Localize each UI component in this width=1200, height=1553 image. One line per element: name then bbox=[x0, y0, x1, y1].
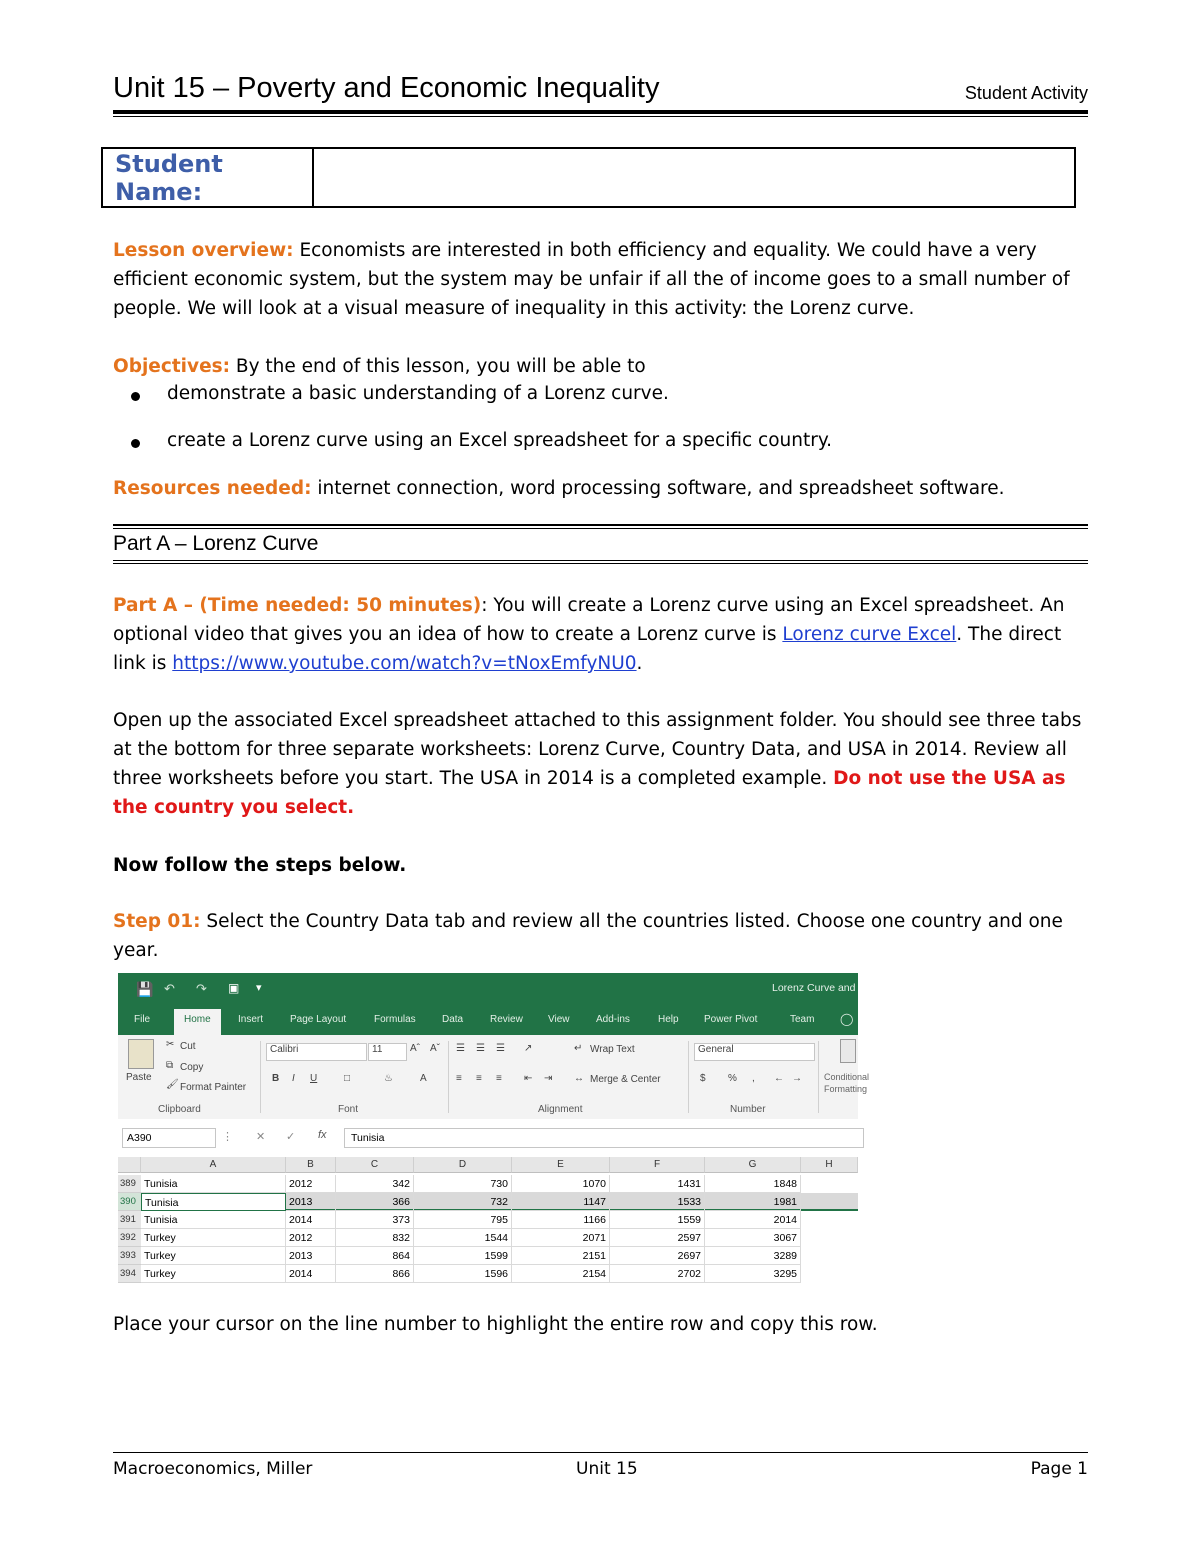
bold-icon[interactable]: B bbox=[272, 1073, 280, 1084]
number-format-select[interactable]: General bbox=[694, 1043, 815, 1061]
format-painter-icon[interactable]: 🖌 bbox=[166, 1079, 179, 1090]
section-rule bbox=[113, 528, 1088, 529]
divider bbox=[448, 1041, 449, 1113]
instructions-paragraph: Open up the associated Excel spreadsheet attached to this assignment folder. You should see three tabs at the bottom for three separate worksheets: Lorenz Curve, Country Data, and USA in 2014. Review all three worksheets before you start. The USA in 2014 is a completed example. Do not use the USA as the country you select. bbox=[113, 710, 1082, 818]
table-row-selected[interactable]: 390 Tunisia 2013 366 732 1147 1533 1981 bbox=[118, 1193, 858, 1211]
select-all-corner[interactable] bbox=[118, 1157, 141, 1173]
excel-screenshot bbox=[118, 973, 870, 1291]
objectives-intro: By the end of this lesson, you will be able to bbox=[230, 356, 646, 377]
row-number[interactable]: 393 bbox=[118, 1247, 141, 1265]
cut-button[interactable]: Cut bbox=[180, 1041, 196, 1052]
tab-add-ins[interactable]: Add-ins bbox=[596, 1014, 630, 1025]
paste-icon[interactable] bbox=[128, 1039, 154, 1069]
align-center-icon[interactable]: ≡ bbox=[476, 1073, 482, 1084]
align-right-icon[interactable]: ≡ bbox=[496, 1073, 502, 1084]
resources bbox=[113, 474, 1093, 503]
formula-input[interactable]: Tunisia bbox=[344, 1128, 864, 1148]
footer-rule bbox=[113, 1452, 1088, 1453]
lightbulb-icon[interactable]: ◯ bbox=[840, 1012, 854, 1026]
increase-indent-icon[interactable]: ⇥ bbox=[544, 1073, 553, 1084]
column-header[interactable]: F bbox=[610, 1157, 705, 1173]
customize-icon[interactable]: ▾ bbox=[256, 982, 262, 994]
decrease-indent-icon[interactable]: ⇤ bbox=[524, 1073, 533, 1084]
lesson-overview bbox=[113, 236, 1093, 323]
shrink-font-icon[interactable]: Aˇ bbox=[430, 1043, 440, 1054]
part-a-paragraph: Part A – (Time needed: 50 minutes): You will create a Lorenz curve using an Excel spreadsheet. An optional video that gives you an idea of how to create a Lorenz curve is Lorenz curve Excel. The direct link is https://www.youtube.com/watch?v=tNoxEmfyNU0. bbox=[113, 595, 1065, 674]
grow-font-icon[interactable]: Aˆ bbox=[410, 1043, 420, 1054]
tab-team[interactable]: Team bbox=[790, 1014, 815, 1025]
ribbon bbox=[118, 1035, 870, 1120]
column-header[interactable]: B bbox=[286, 1157, 336, 1173]
ribbon-tabs bbox=[118, 1006, 858, 1035]
align-middle-icon[interactable]: ☰ bbox=[476, 1043, 485, 1054]
column-header[interactable]: D bbox=[414, 1157, 512, 1173]
resources-text: internet connection, word processing software, and spreadsheet software. bbox=[311, 478, 1005, 499]
tab-formulas[interactable]: Formulas bbox=[374, 1014, 416, 1025]
lesson-overview-label: Lesson overview: bbox=[113, 240, 294, 261]
window-title: Lorenz Curve and bbox=[772, 982, 856, 994]
copy-icon[interactable]: ⧉ bbox=[166, 1060, 174, 1071]
table-row[interactable]: 393 Turkey 2013 864 1599 2151 2697 3289 bbox=[118, 1247, 858, 1265]
tab-power-pivot[interactable]: Power Pivot bbox=[704, 1014, 758, 1025]
follow-steps-text: Now follow the steps below. bbox=[113, 855, 407, 876]
footer-center: Unit 15 bbox=[576, 1459, 638, 1479]
footer-page-number: Page 1 bbox=[1030, 1459, 1088, 1479]
formula-bar bbox=[118, 1119, 858, 1155]
row-number[interactable]: 394 bbox=[118, 1265, 141, 1283]
clipboard-group-label: Clipboard bbox=[158, 1104, 201, 1115]
redo-icon[interactable]: ↷ bbox=[196, 981, 207, 996]
resources-label: Resources needed: bbox=[113, 478, 312, 499]
part-a-label: Part A – (Time needed: 50 minutes) bbox=[113, 595, 482, 616]
table-row[interactable]: 392 Turkey 2012 832 1544 2071 2597 3067 bbox=[118, 1229, 858, 1247]
divider bbox=[688, 1041, 689, 1113]
currency-icon[interactable]: $ bbox=[700, 1073, 706, 1084]
copy-row-instruction: Place your cursor on the line number to highlight the entire row and copy this row. bbox=[113, 1314, 878, 1335]
tab-review[interactable]: Review bbox=[490, 1014, 523, 1025]
divider bbox=[260, 1041, 261, 1113]
page-title: Unit 15 – Poverty and Economic Inequality bbox=[113, 72, 660, 104]
orientation-icon[interactable]: ↗ bbox=[524, 1043, 533, 1054]
objectives-label: Objectives: bbox=[113, 356, 231, 377]
bullet-icon bbox=[131, 439, 140, 448]
warning-text: Do not use the USA as the country you select. bbox=[113, 768, 1066, 818]
underline-icon[interactable]: U bbox=[310, 1073, 318, 1084]
format-painter-button[interactable]: Format Painter bbox=[180, 1082, 247, 1093]
objectives bbox=[113, 352, 1093, 381]
section-rule bbox=[113, 524, 1088, 526]
row-number[interactable]: 389 bbox=[118, 1175, 141, 1193]
paste-button[interactable]: Paste bbox=[126, 1072, 152, 1083]
decrease-decimal-icon[interactable]: → bbox=[792, 1073, 802, 1084]
tab-data[interactable]: Data bbox=[442, 1014, 464, 1025]
table-row[interactable]: 389 Tunisia 2012 342 730 1070 1431 1848 bbox=[118, 1175, 858, 1193]
column-header[interactable]: H bbox=[801, 1157, 858, 1173]
column-header[interactable]: C bbox=[336, 1157, 414, 1173]
merge-icon[interactable]: ↔ bbox=[574, 1073, 584, 1084]
step-01: Step 01: Select the Country Data tab and review all the countries listed. Choose one country and one year. bbox=[113, 911, 1063, 961]
save-icon[interactable]: 💾 bbox=[136, 981, 154, 997]
step-01-label: Step 01: bbox=[113, 911, 201, 932]
alignment-group-label: Alignment bbox=[538, 1104, 583, 1115]
divider bbox=[818, 1041, 819, 1113]
merge-center-button[interactable]: Merge & Center bbox=[590, 1074, 661, 1085]
row-number[interactable]: 390 bbox=[118, 1193, 141, 1211]
tab-home[interactable]: Home bbox=[174, 1009, 221, 1037]
row-number[interactable]: 391 bbox=[118, 1211, 141, 1229]
worksheet-grid bbox=[118, 1157, 858, 1291]
font-name-select[interactable]: Calibri bbox=[266, 1043, 367, 1061]
lesson-overview-text: Economists are interested in both efficiency and equality. We could have a very efficient economic system, but the system may be unfair if all the of income goes to a small number of people. We will look at a visual measure of inequality in this activity: the Lorenz curve. bbox=[113, 240, 1070, 319]
borders-icon[interactable]: □ bbox=[344, 1073, 351, 1084]
cancel-icon[interactable]: ✕ bbox=[256, 1131, 266, 1143]
section-title: Part A – Lorenz Curve bbox=[113, 532, 319, 555]
header-rule-thin bbox=[113, 116, 1088, 117]
header-label: Student Activity bbox=[964, 83, 1088, 103]
excel-title-bar bbox=[118, 973, 858, 1006]
tab-help[interactable]: Help bbox=[658, 1014, 679, 1025]
header-rule bbox=[113, 110, 1088, 114]
font-group-label: Font bbox=[338, 1104, 359, 1115]
wrap-text-button[interactable]: Wrap Text bbox=[590, 1044, 635, 1055]
section-rule bbox=[113, 560, 1088, 561]
copy-button[interactable]: Copy bbox=[180, 1062, 204, 1073]
undo-icon[interactable]: ↶ bbox=[164, 981, 175, 996]
footer-left: Macroeconomics, Miller bbox=[113, 1459, 313, 1479]
section-rule bbox=[113, 563, 1088, 564]
table-row[interactable]: 394 Turkey 2014 866 1596 2154 2702 3295 bbox=[118, 1265, 858, 1283]
conditional-formatting-button[interactable]: Conditional Formatting bbox=[824, 1072, 870, 1094]
column-header[interactable]: G bbox=[705, 1157, 801, 1173]
name-box[interactable]: A390 bbox=[122, 1128, 216, 1148]
font-size-select[interactable]: 11 bbox=[368, 1043, 407, 1061]
more-icon: ⋮ bbox=[222, 1131, 233, 1143]
wrap-text-icon[interactable]: ↵ bbox=[574, 1043, 583, 1054]
cut-icon[interactable]: ✂ bbox=[166, 1039, 175, 1050]
increase-decimal-icon[interactable]: ← bbox=[774, 1073, 784, 1084]
direct-url-link[interactable]: https://www.youtube.com/watch?v=tNoxEmfyNU0 bbox=[172, 653, 637, 674]
font-color-icon[interactable]: A bbox=[420, 1073, 427, 1084]
tab-view[interactable]: View bbox=[548, 1014, 570, 1025]
insert-function-icon[interactable]: fx bbox=[318, 1129, 327, 1141]
tab-page-layout[interactable]: Page Layout bbox=[290, 1014, 347, 1025]
enter-icon[interactable]: ✓ bbox=[286, 1131, 296, 1143]
column-header[interactable]: E bbox=[512, 1157, 610, 1173]
fill-color-icon[interactable]: ♨ bbox=[384, 1073, 393, 1084]
video-link[interactable]: Lorenz curve Excel bbox=[782, 624, 957, 645]
row-number[interactable]: 392 bbox=[118, 1229, 141, 1247]
comma-icon[interactable]: , bbox=[752, 1073, 755, 1084]
camera-icon[interactable]: ▣ bbox=[228, 981, 240, 995]
italic-icon[interactable]: I bbox=[292, 1073, 295, 1084]
student-name-label: Student Name: bbox=[103, 149, 314, 206]
column-header[interactable]: A bbox=[141, 1157, 286, 1173]
student-name-field[interactable] bbox=[314, 149, 1074, 206]
bullet-icon bbox=[131, 392, 140, 401]
number-group-label: Number bbox=[730, 1104, 766, 1115]
student-name-table bbox=[101, 147, 1076, 208]
align-left-icon[interactable]: ≡ bbox=[456, 1073, 462, 1084]
align-bottom-icon[interactable]: ☰ bbox=[496, 1043, 505, 1054]
percent-icon[interactable]: % bbox=[728, 1073, 737, 1084]
conditional-formatting-icon[interactable] bbox=[840, 1039, 856, 1063]
tab-insert[interactable]: Insert bbox=[238, 1014, 264, 1025]
tab-file[interactable]: File bbox=[134, 1014, 151, 1025]
table-row[interactable]: 391 Tunisia 2014 373 795 1166 1559 2014 bbox=[118, 1211, 858, 1229]
align-top-icon[interactable]: ☰ bbox=[456, 1043, 465, 1054]
